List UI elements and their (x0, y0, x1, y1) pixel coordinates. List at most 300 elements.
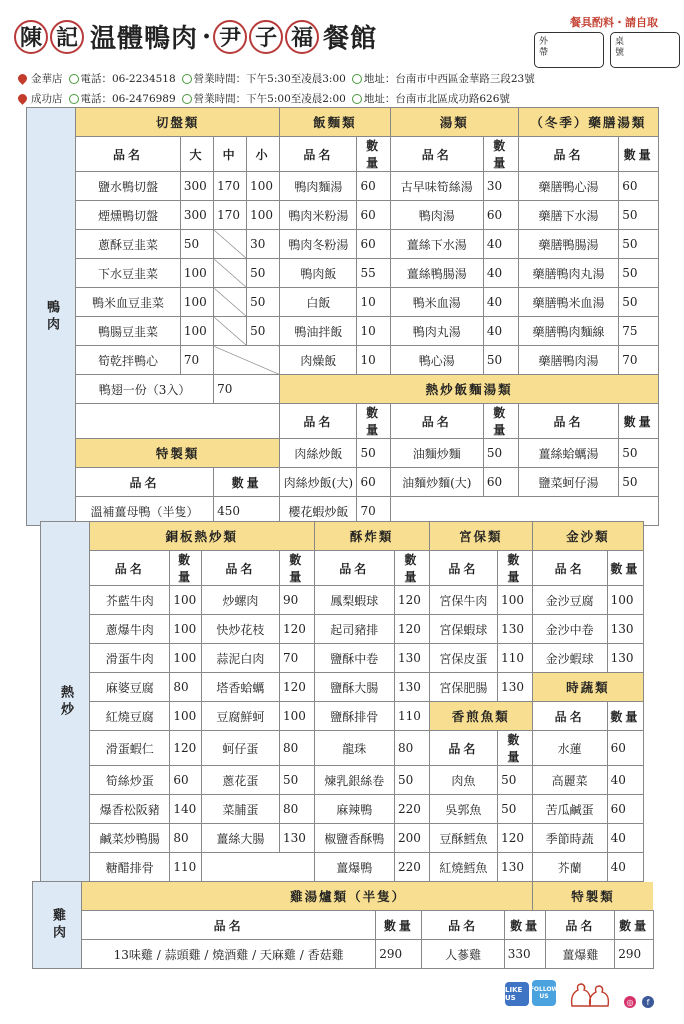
item-name: 蔥爆牛肉 (90, 615, 170, 644)
item-price: 170 (214, 201, 247, 230)
item-price: 130 (607, 615, 643, 644)
item-price: 120 (498, 824, 533, 853)
item-price: 130 (395, 644, 430, 673)
clock-icon (182, 74, 192, 84)
item-price: 30 (483, 172, 518, 201)
item-price: 50 (483, 439, 518, 468)
chicken-side-label: 雞肉 (33, 882, 82, 969)
title-tail: 餐館 (323, 24, 378, 54)
header-plate: 銅板熱炒類 (90, 522, 315, 551)
item-price: 10 (357, 288, 390, 317)
col-name: 品名 (280, 404, 357, 439)
col-small: 小 (247, 137, 280, 172)
title-char-ji: 記 (50, 20, 84, 54)
item-name: 肉絲炒飯 (280, 439, 357, 468)
table-row (27, 375, 659, 404)
col-qty: 數量 (395, 551, 430, 586)
col-name: 品名 (532, 702, 607, 731)
restaurant-title (14, 18, 379, 55)
item-price: 90 (279, 586, 314, 615)
item-price: 100 (498, 586, 533, 615)
title-char-fu: 福 (285, 20, 319, 54)
item-price: 50 (483, 346, 518, 375)
item-name: 金沙豆腐 (532, 586, 607, 615)
item-price: 50 (619, 468, 659, 497)
col-qty: 數量 (607, 551, 643, 586)
item-price: 10 (357, 317, 390, 346)
clock-icon (182, 94, 192, 104)
item-price: 80 (279, 795, 314, 824)
table-row (41, 766, 644, 795)
header-veg: 時蔬類 (532, 673, 643, 702)
item-price: 130 (498, 673, 533, 702)
item-price: 50 (247, 288, 280, 317)
item-name: 鴨肉米粉湯 (280, 201, 357, 230)
item-price: 130 (395, 673, 430, 702)
menu-header (14, 8, 674, 68)
item-price: 60 (357, 172, 390, 201)
item-name: 鹽酥排骨 (314, 702, 394, 731)
item-name: 季節時蔬 (532, 824, 607, 853)
item-name: 炒螺肉 (201, 586, 279, 615)
item-price: 100 (170, 644, 201, 673)
table-row (41, 824, 644, 853)
item-price: 60 (357, 201, 390, 230)
item-name: 肉魚 (429, 766, 497, 795)
item-name: 油麵炒麵(大) (390, 468, 483, 497)
item-price: 300 (180, 172, 213, 201)
item-name: 鳳梨蝦球 (314, 586, 394, 615)
col-large: 大 (180, 137, 213, 172)
item-price: 100 (247, 172, 280, 201)
item-price: 140 (170, 795, 201, 824)
item-price: 60 (170, 766, 201, 795)
item-name: 藥膳鴨心湯 (518, 172, 619, 201)
col-qty: 數量 (619, 404, 659, 439)
item-name: 宮保肥腸 (429, 673, 497, 702)
table-row (41, 731, 644, 766)
item-price: 290 (376, 940, 422, 969)
item-name: 藥膳鴨肉麵線 (518, 317, 619, 346)
item-name: 吳郭魚 (429, 795, 497, 824)
item-name: 鴨肉飯 (280, 259, 357, 288)
item-price: 120 (170, 731, 201, 766)
item-price: 80 (170, 673, 201, 702)
takeout-label: 外 帶 (539, 37, 549, 58)
item-name: 快炒花枝 (201, 615, 279, 644)
store-phone: 電話：06-2476989 (80, 93, 176, 105)
table-row (27, 172, 659, 201)
header-stew: 雞湯爐類（半隻） (82, 882, 615, 911)
item-price: 100 (279, 702, 314, 731)
header-special: 特製類 (76, 439, 280, 468)
col-qty: 數量 (619, 137, 659, 172)
item-price: 170 (214, 172, 247, 201)
item-name: 起司豬排 (314, 615, 394, 644)
item-price: 100 (170, 586, 201, 615)
item-name: 肉燥飯 (280, 346, 357, 375)
item-name: 鹽酥大腸 (314, 673, 394, 702)
item-name: 櫻花蝦炒飯 (280, 497, 357, 526)
col-name: 品名 (76, 137, 181, 172)
item-price: 40 (607, 824, 643, 853)
item-name: 溫補薑母鴨（半隻） (76, 497, 214, 526)
item-name: 滑蛋蝦仁 (90, 731, 170, 766)
title-char-yin: 尹 (213, 20, 247, 54)
col-name: 品名 (314, 551, 394, 586)
col-qty: 數量 (170, 551, 201, 586)
item-price: 40 (483, 259, 518, 288)
stirfry-menu-table (40, 521, 644, 882)
item-price: 120 (395, 586, 430, 615)
col-qty: 數量 (483, 137, 518, 172)
item-name: 蚵仔蛋 (201, 731, 279, 766)
store-name: 成功店 (31, 93, 63, 105)
item-price: 50 (395, 766, 430, 795)
item-price: 50 (619, 439, 659, 468)
item-price: 120 (279, 673, 314, 702)
item-name: 麻辣鴨 (314, 795, 394, 824)
item-name: 藥膳鴨米血湯 (518, 288, 619, 317)
header-rice: 飯麵類 (280, 108, 391, 137)
header-winter: （冬季）藥膳湯類 (518, 108, 658, 137)
store-chenggong (18, 91, 516, 106)
item-price: 55 (357, 259, 390, 288)
item-price: 100 (247, 201, 280, 230)
col-qty: 數量 (357, 137, 390, 172)
item-price: 75 (619, 317, 659, 346)
item-name: 芥藍牛肉 (90, 586, 170, 615)
store-jinhua (18, 71, 541, 86)
item-name: 塔香蛤蠣 (201, 673, 279, 702)
item-name: 菜脯蛋 (201, 795, 279, 824)
item-name: 筍乾拌鴨心 (76, 346, 181, 375)
title-char-chen: 陳 (14, 20, 48, 54)
title-char-zi: 子 (249, 20, 283, 54)
item-price: 50 (498, 766, 533, 795)
table-row (41, 644, 644, 673)
table-row (27, 439, 659, 468)
col-name: 品名 (518, 137, 619, 172)
item-name: 苦瓜鹹蛋 (532, 795, 607, 824)
item-price: 60 (357, 230, 390, 259)
item-name: 金沙蝦球 (532, 644, 607, 673)
table-row (41, 673, 644, 702)
item-name: 宮保牛肉 (429, 586, 497, 615)
table-row (27, 230, 659, 259)
col-name: 品名 (429, 551, 497, 586)
item-price: 70 (279, 644, 314, 673)
empty-cell (76, 404, 280, 439)
item-price: 50 (619, 201, 659, 230)
header-crispy: 酥炸類 (314, 522, 429, 551)
col-name: 品名 (76, 468, 214, 497)
col-name: 品名 (280, 137, 357, 172)
item-name: 高麗菜 (532, 766, 607, 795)
item-name: 豆腐鮮蚵 (201, 702, 279, 731)
item-name: 豆酥鱈魚 (429, 824, 497, 853)
item-price: 80 (170, 824, 201, 853)
duck-side-label: 鴨肉 (27, 108, 76, 526)
item-price: 50 (498, 795, 533, 824)
item-name: 藥膳下水湯 (518, 201, 619, 230)
item-price: 50 (180, 230, 213, 259)
col-qty: 數量 (279, 551, 314, 586)
item-price: 120 (279, 615, 314, 644)
item-price: 50 (619, 230, 659, 259)
col-qty: 數量 (483, 404, 518, 439)
facebook-icon[interactable]: f (642, 996, 654, 1008)
item-name: 藥膳鴨腸湯 (518, 230, 619, 259)
item-price: 100 (180, 317, 213, 346)
item-price: 200 (395, 824, 430, 853)
item-price: 70 (357, 497, 390, 526)
item-price: 50 (247, 259, 280, 288)
location-pin-icon (16, 72, 29, 85)
item-price: 40 (607, 766, 643, 795)
item-name: 芥蘭 (532, 853, 607, 882)
item-price: 110 (395, 702, 430, 731)
item-price: 60 (619, 172, 659, 201)
item-price: 50 (247, 317, 280, 346)
table-row (41, 702, 644, 731)
item-name: 薑絲鴨腸湯 (390, 259, 483, 288)
item-price: 130 (279, 824, 314, 853)
item-name: 鹹菜炒鴨腸 (90, 824, 170, 853)
item-price: 130 (498, 853, 533, 882)
col-name: 品名 (429, 731, 497, 766)
like-us-logo[interactable]: LIKE US (505, 982, 529, 1006)
item-price: 50 (619, 288, 659, 317)
item-price: 100 (170, 615, 201, 644)
item-name: 藥膳鴨肉丸湯 (518, 259, 619, 288)
item-name: 鴨翅一份（3入） (76, 375, 214, 404)
item-price: 110 (170, 853, 201, 882)
header-kungpao: 宮保類 (429, 522, 532, 551)
item-price: 50 (279, 766, 314, 795)
store-name: 金華店 (31, 73, 63, 85)
table-row (27, 317, 659, 346)
item-name: 鴨肉丸湯 (390, 317, 483, 346)
item-price: 220 (395, 795, 430, 824)
item-price: 40 (483, 317, 518, 346)
item-price: 70 (619, 346, 659, 375)
store-address: 地址：台南市中西區金華路三段23號 (363, 73, 535, 85)
store-phone: 電話：06-2234518 (80, 73, 176, 85)
col-name: 品名 (532, 551, 607, 586)
no-size-cell (214, 346, 280, 375)
no-size-cell (214, 288, 247, 317)
item-name: 紅燒鱈魚 (429, 853, 497, 882)
item-name: 鴨腸豆韭菜 (76, 317, 181, 346)
item-name: 鹽水鴨切盤 (76, 172, 181, 201)
table-row (27, 201, 659, 230)
item-name: 糖醋排骨 (90, 853, 170, 882)
item-name: 紅燒豆腐 (90, 702, 170, 731)
phone-icon (69, 74, 79, 84)
item-price: 60 (357, 468, 390, 497)
col-qty: 數量 (615, 911, 654, 940)
header-fish: 香煎魚類 (429, 702, 532, 731)
item-name: 鴨肉麵湯 (280, 172, 357, 201)
col-name: 品名 (390, 137, 483, 172)
item-name: 鴨心湯 (390, 346, 483, 375)
table-number-box[interactable] (610, 32, 680, 68)
item-price: 80 (279, 731, 314, 766)
item-name: 薑爆鴨 (314, 853, 394, 882)
item-price: 40 (483, 288, 518, 317)
item-name: 金沙中卷 (532, 615, 607, 644)
item-price: 290 (615, 940, 654, 969)
item-price: 40 (607, 853, 643, 882)
item-price: 70 (180, 346, 213, 375)
header-fried-rice: 熱炒飯麵湯類 (280, 375, 659, 404)
item-name: 爆香松阪豬 (90, 795, 170, 824)
item-name: 蒜泥白肉 (201, 644, 279, 673)
col-qty: 數量 (607, 702, 643, 731)
stirfry-side-label: 熱炒 (41, 522, 90, 882)
item-price: 60 (607, 731, 643, 766)
item-price: 80 (395, 731, 430, 766)
item-name: 滑蛋牛肉 (90, 644, 170, 673)
item-price: 60 (483, 201, 518, 230)
table-row (41, 586, 644, 615)
item-name: 肉絲炒飯(大) (280, 468, 357, 497)
item-price: 10 (357, 346, 390, 375)
table-number-label: 桌 號 (615, 37, 625, 58)
store-address: 地址：台南市北區成功路626號 (363, 93, 510, 105)
item-name: 藥膳鴨肉湯 (518, 346, 619, 375)
item-name: 煉乳銀絲卷 (314, 766, 394, 795)
header-soup: 湯類 (390, 108, 518, 137)
item-price: 100 (180, 259, 213, 288)
item-name: 下水豆韭菜 (76, 259, 181, 288)
item-name: 龍珠 (314, 731, 394, 766)
item-price: 450 (214, 497, 280, 526)
item-price: 130 (498, 615, 533, 644)
item-name: 鴨肉冬粉湯 (280, 230, 357, 259)
col-qty: 數量 (498, 551, 533, 586)
item-name: 13味雞 / 蒜頭雞 / 燒酒雞 / 天麻雞 / 香菇雞 (82, 940, 376, 969)
instagram-icon[interactable]: ◎ (624, 996, 636, 1008)
item-name: 鹽菜蚵仔湯 (518, 468, 619, 497)
item-price: 100 (170, 702, 201, 731)
item-name: 蔥酥豆韭菜 (76, 230, 181, 259)
no-size-cell (214, 230, 247, 259)
item-name: 麻婆豆腐 (90, 673, 170, 702)
item-name: 椒鹽香酥鴨 (314, 824, 394, 853)
col-name: 品名 (390, 404, 483, 439)
item-price: 30 (247, 230, 280, 259)
item-price: 50 (619, 259, 659, 288)
item-price: 100 (180, 288, 213, 317)
item-name: 人蔘雞 (422, 940, 504, 969)
item-price: 70 (214, 375, 280, 404)
item-name: 筍絲炒蛋 (90, 766, 170, 795)
header-chicken-special-overlay: 特製類 (532, 882, 653, 910)
header-golden: 金沙類 (532, 522, 643, 551)
item-name: 鴨油拌飯 (280, 317, 357, 346)
item-price: 60 (607, 795, 643, 824)
duck-family-logo (566, 976, 616, 1012)
duck-menu-table (26, 107, 659, 526)
item-name: 煙燻鴨切盤 (76, 201, 181, 230)
table-row (41, 615, 644, 644)
item-price: 130 (607, 644, 643, 673)
item-name: 古早味筍絲湯 (390, 172, 483, 201)
item-name: 宮保蝦球 (429, 615, 497, 644)
item-name: 鴨米血豆韭菜 (76, 288, 181, 317)
store-hours: 營業時間：下午5:30至凌晨3:00 (193, 73, 346, 85)
table-row (41, 853, 644, 882)
table-row (41, 795, 644, 824)
item-price: 120 (395, 615, 430, 644)
title-dot: · (202, 21, 212, 52)
self-service-note: 餐具酌料・請自取 (570, 16, 658, 29)
item-name: 薑絲大腸 (201, 824, 279, 853)
col-qty: 數量 (214, 468, 280, 497)
col-qty: 數量 (357, 404, 390, 439)
item-name: 油麵炒麵 (390, 439, 483, 468)
item-name: 鴨肉湯 (390, 201, 483, 230)
title-main: 温體鴨肉 (90, 24, 199, 54)
col-name: 品名 (201, 551, 279, 586)
location-pin-icon (16, 92, 29, 105)
no-size-cell (214, 317, 247, 346)
item-name: 薑爆雞 (546, 940, 615, 969)
item-name: 薑絲下水湯 (390, 230, 483, 259)
address-icon (352, 94, 362, 104)
item-price: 220 (395, 853, 430, 882)
item-name: 鹽酥中卷 (314, 644, 394, 673)
item-price: 40 (483, 230, 518, 259)
col-qty: 數量 (504, 911, 546, 940)
col-name: 品名 (422, 911, 504, 940)
item-price: 100 (607, 586, 643, 615)
item-name: 白飯 (280, 288, 357, 317)
item-price: 60 (483, 468, 518, 497)
item-name: 水蓮 (532, 731, 607, 766)
col-qty: 數量 (376, 911, 422, 940)
item-price: 110 (498, 644, 533, 673)
phone-icon (69, 94, 79, 104)
duck-outline (590, 986, 609, 1006)
col-medium: 中 (214, 137, 247, 172)
duck-outline (572, 984, 591, 1006)
table-row (27, 259, 659, 288)
header-cut: 切盤類 (76, 108, 280, 137)
table-row (33, 940, 654, 969)
takeout-box[interactable] (534, 32, 604, 68)
empty-cell (201, 853, 314, 882)
item-name: 蔥花蛋 (201, 766, 279, 795)
table-row (27, 468, 659, 497)
col-qty: 數量 (498, 731, 533, 766)
no-size-cell (214, 259, 247, 288)
item-name: 薑絲蛤蠣湯 (518, 439, 619, 468)
item-name: 宮保皮蛋 (429, 644, 497, 673)
item-name: 鴨米血湯 (390, 288, 483, 317)
item-price: 300 (180, 201, 213, 230)
table-row (27, 346, 659, 375)
col-name: 品名 (90, 551, 170, 586)
col-name: 品名 (82, 911, 376, 940)
store-hours: 營業時間：下午5:00至凌晨2:00 (193, 93, 346, 105)
col-name: 品名 (518, 404, 619, 439)
follow-us-logo[interactable]: FOLLOW US (532, 980, 556, 1006)
item-price: 50 (357, 439, 390, 468)
col-name: 品名 (546, 911, 615, 940)
